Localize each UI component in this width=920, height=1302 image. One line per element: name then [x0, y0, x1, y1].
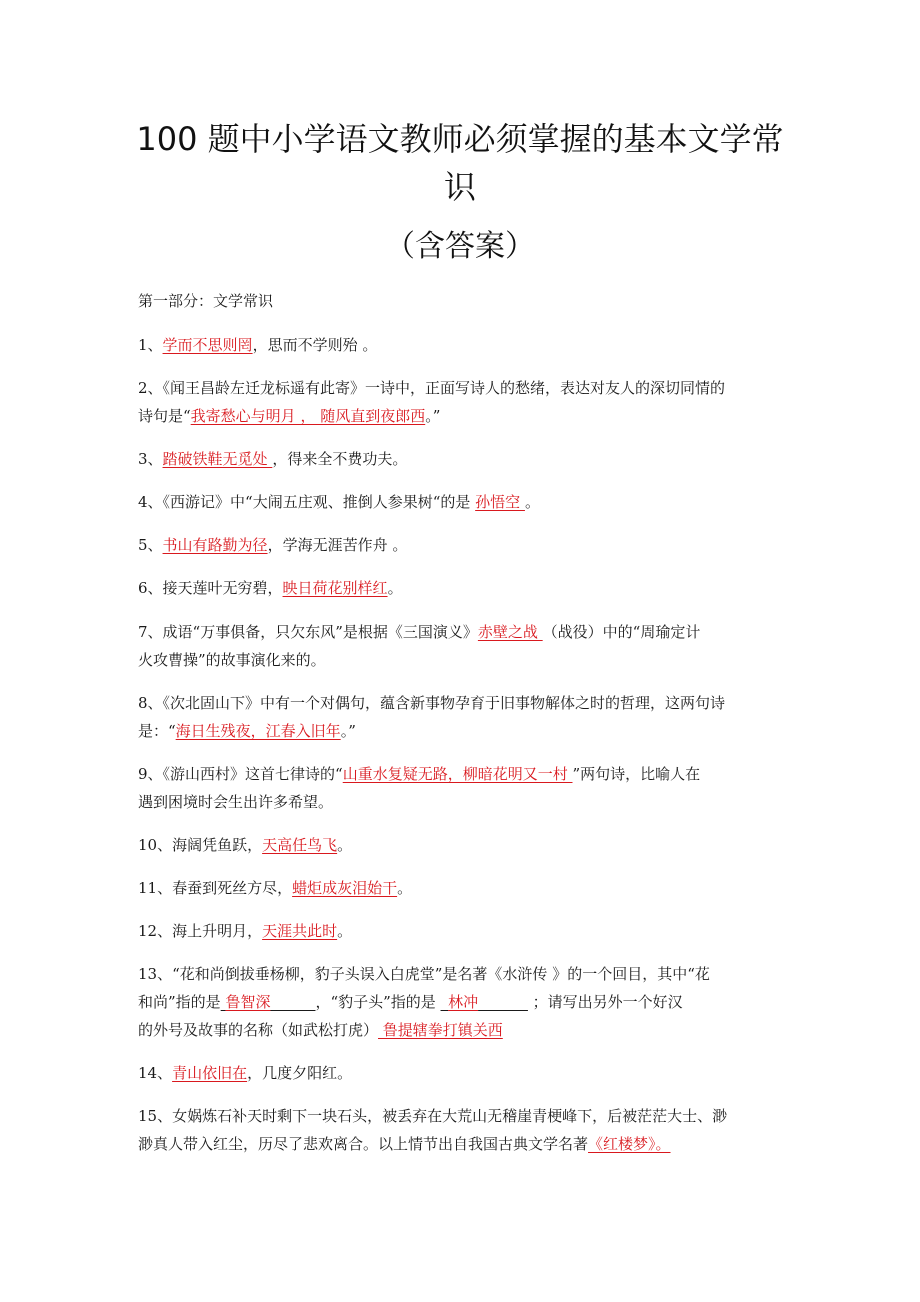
question-number: 1、 — [138, 336, 163, 354]
question-text: 。” — [425, 407, 441, 425]
question-13-line2 — [138, 987, 788, 1017]
question-12 — [138, 916, 788, 946]
question-15-line2 — [138, 1129, 788, 1159]
question-text: 和尚”指的是 — [138, 993, 221, 1011]
section-heading: 第一部分：文学常识 — [138, 292, 274, 310]
document-title-line2: 识 — [443, 168, 476, 206]
answer: 映日荷花别样红 — [282, 579, 388, 597]
question-1 — [138, 330, 788, 360]
question-number: 3、 — [138, 450, 163, 468]
question-13-line1: 13、“花和尚倒拔垂杨柳，豹子头误入白虎堂”是名著《水浒传 》的一个回目，其中“花 — [138, 965, 710, 983]
answer-blank: ______ — [478, 993, 528, 1011]
document-title-line1: 100 题中小学语文教师必须掌握的基本文学常 — [136, 120, 784, 158]
question-text: 7、成语“万事俱备，只欠东风”是根据《三国演义》 — [138, 623, 478, 641]
question-text: ，几度夕阳红。 — [247, 1064, 353, 1082]
question-text: 。 — [337, 836, 353, 854]
question-9-line2: 遇到困境时会生出许多希望。 — [138, 793, 334, 811]
question-14 — [138, 1058, 788, 1088]
question-text: 6、接天莲叶无穷碧， — [138, 579, 283, 597]
question-text: ，思而不学则殆 。 — [252, 336, 378, 354]
answer: 学而不思则罔 — [162, 336, 253, 354]
answer: 书山有路勤为径 — [162, 536, 268, 554]
question-2-line2 — [138, 401, 788, 431]
question-text: 。 — [397, 879, 413, 897]
question-text: 11、春蚕到死丝方尽， — [138, 879, 293, 897]
answer: 鲁提辖拳打镇关西 — [378, 1021, 503, 1039]
question-text: 。” — [340, 722, 356, 740]
question-text: 是：“ — [138, 722, 176, 740]
question-15-line1: 15、女娲炼石补天时剩下一块石头，被丢弃在大荒山无稽崖青梗峰下，后被茫茫大士、渺 — [138, 1107, 728, 1125]
answer: 赤壁之战 — [477, 623, 543, 641]
answer: 海日生残夜，江春入旧年 — [175, 722, 341, 740]
question-7-line1 — [138, 617, 788, 647]
question-text: ，学海无涯苦作舟 。 — [267, 536, 408, 554]
question-text: 4、《西游记》中“大闹五庄观、推倒人参果树“的是 — [138, 493, 476, 511]
question-text: ，“豹子头”指的是 — [315, 993, 441, 1011]
question-11 — [138, 873, 788, 903]
answer: 蜡炬成灰泪始干 — [292, 879, 398, 897]
question-3 — [138, 444, 788, 474]
answer: 踏破铁鞋无觅处 — [162, 450, 273, 468]
question-text: 。 — [387, 579, 403, 597]
question-4 — [138, 487, 788, 517]
answer: 鲁智深 — [225, 993, 271, 1011]
answer-blank: _ — [440, 993, 449, 1011]
question-text: ，得来全不费功夫。 — [272, 450, 408, 468]
question-text: 的外号及故事的名称（如武松打虎） — [138, 1021, 379, 1039]
question-text: 9、《游山西村》这首七律诗的“ — [138, 765, 343, 783]
question-5 — [138, 530, 788, 560]
question-7-line2: 火攻曹操”的故事演化来的。 — [138, 651, 326, 669]
document-subtitle: （含答案） — [385, 229, 535, 264]
question-2-line1: 2、《闻王昌龄左迁龙标遥有此寄》一诗中，正面写诗人的愁绪，表达对友人的深切同情的 — [138, 379, 726, 397]
question-9-line1 — [138, 759, 788, 789]
question-text: 。 — [337, 922, 353, 940]
question-number: 5、 — [138, 536, 163, 554]
question-text: 诗句是“ — [138, 407, 191, 425]
answer: 林冲 — [448, 993, 479, 1011]
answer: 山重水复疑无路，柳暗花明又一村 — [342, 765, 573, 783]
question-number: 14、 — [138, 1064, 173, 1082]
answer: 天高任鸟飞 — [262, 836, 338, 854]
question-text: 10、海阔凭鱼跃， — [138, 836, 263, 854]
question-6 — [138, 573, 788, 603]
question-text: 渺真人带入红尘，历尽了悲欢离合。以上情节出自我国古典文学名著 — [138, 1135, 589, 1153]
answer: 青山依旧在 — [172, 1064, 248, 1082]
question-10 — [138, 830, 788, 860]
question-text: （战役）中的“周瑜定计 — [542, 623, 701, 641]
question-8-line1: 8、《次北固山下》中有一个对偶句，蕴含新事物孕育于旧事物解体之时的哲理，这两句诗 — [138, 694, 726, 712]
question-8-line2 — [138, 716, 788, 746]
question-text: 。 — [524, 493, 540, 511]
answer: 孙悟空 — [475, 493, 525, 511]
question-13-line3 — [138, 1015, 788, 1045]
answer-blank: ______ — [270, 993, 316, 1011]
answer: 我寄愁心与明月 ， 随风直到夜郎西 — [190, 407, 426, 425]
answer: 《红楼梦》。 — [588, 1135, 671, 1153]
question-text: ”两句诗，比喻人在 — [572, 765, 701, 783]
question-text: 12、海上升明月， — [138, 922, 263, 940]
question-text: ；请写出另外一个好汉 — [527, 993, 683, 1011]
answer: 天涯共此时 — [262, 922, 338, 940]
